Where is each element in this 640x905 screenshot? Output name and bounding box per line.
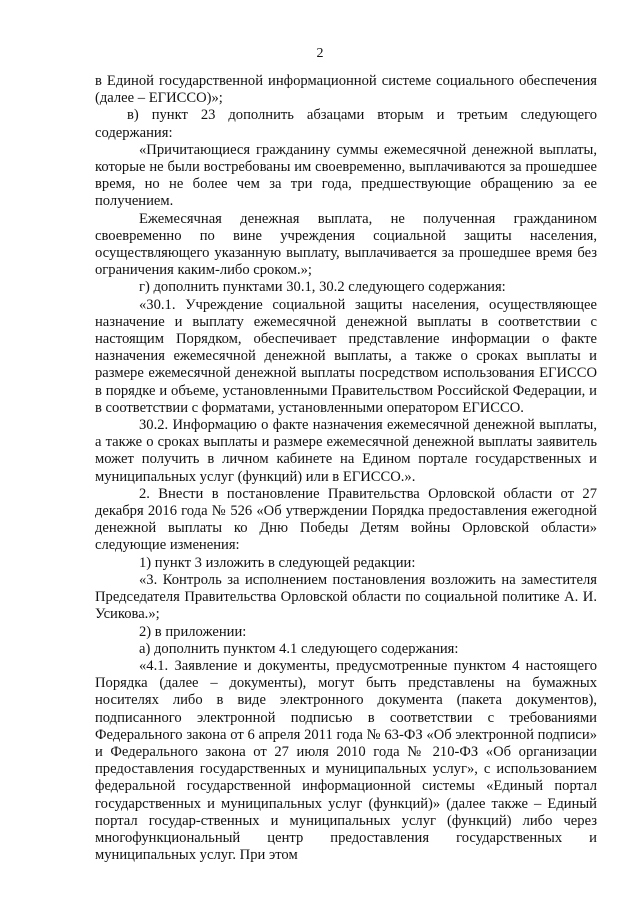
paragraph-5: г) дополнить пунктами 30.1, 30.2 следующего содержания: [139, 279, 506, 296]
document-body [95, 73, 597, 864]
paragraph-7: 30.2. Информацию о факте назначения ежемесячной денежной выплаты, а также о сроках выплаты и размере ежемесячной денежной выплаты заявитель может получить в личном кабинете на Едином портале государственных и муниципальных услуг (функций) или в ЕГИССО.». [95, 417, 597, 485]
paragraph-1: в Единой государственной информационной системе социального обеспечения (далее – ЕГИССО)»; [95, 73, 597, 107]
paragraph-12: а) дополнить пунктом 4.1 следующего содержания: [139, 640, 459, 657]
paragraph-11: 2) в приложении: [139, 623, 247, 640]
page-number: 2 [316, 46, 324, 61]
paragraph-4: Ежемесячная денежная выплата, не полученная гражданином своевременно по вине учреждения социальной защиты населения, осуществляющего указанную выплату, выплачивается за прошедшее время без ограничения каким-либо сроком.»; [95, 210, 597, 279]
paragraph-3: «Причитающиеся гражданину суммы ежемесячной денежной выплаты, которые не были востребованы им своевременно, выплачиваются за прошедшее время, но не более чем за три года, предшествующие обращению за ее получением. [95, 141, 597, 210]
paragraph-13: «4.1. Заявление и документы, предусмотренные пунктом 4 настоящего Порядка (далее – документы), могут быть представлены на бумажных носителях либо в виде электронного документа (пакета документов), подписанного электронной подписью в соответствии с требованиями Федерального закона от 6 апреля 2011 года № 63-ФЗ «Об электронной подписи» и Федерального закона от 27 июля 2010 года № 210-ФЗ «Об организации предоставления государственных и муниципальных услуг», с использованием федеральной государственной информационной системы «Единый портал государственных и муниципальных услуг (функций)» (далее также – Единый портал государ-ственных и муниципальных услуг (функций) либо через многофункциональный центр предоставления государственных и муниципальных услуг. При этом [95, 657, 597, 864]
paragraph-10: «3. Контроль за исполнением постановления возложить на заместителя Председателя Правительства Орловской области по социальной политике А. И. Усикова.»; [95, 571, 597, 623]
paragraph-6: «30.1. Учреждение социальной защиты населения, осуществляющее назначение и выплату ежемесячной денежной выплаты в соответствии с настоящим Порядком, обеспечивает представление информации о факте назначения ежемесячной денежной выплаты, а также о сроках выплаты и размере ежемесячной денежной выплаты посредством использования ЕГИССО в порядке и объеме, установленными Правительством Российской Федерации, и в соответствии с форматами, установленными оператором ЕГИССО. [95, 296, 597, 416]
paragraph-9: 1) пункт 3 изложить в следующей редакции: [139, 554, 416, 571]
paragraph-2: в) пункт 23 дополнить абзацами вторым и третьим следующего содержания: [95, 107, 597, 141]
paragraph-8: 2. Внести в постановление Правительства Орловской области от 27 декабря 2016 года № 526 «Об утверждении Порядка предоставления ежегодной денежной выплаты ко Дню Победы Детям войны Орловской области» следующие изменения: [95, 485, 597, 554]
